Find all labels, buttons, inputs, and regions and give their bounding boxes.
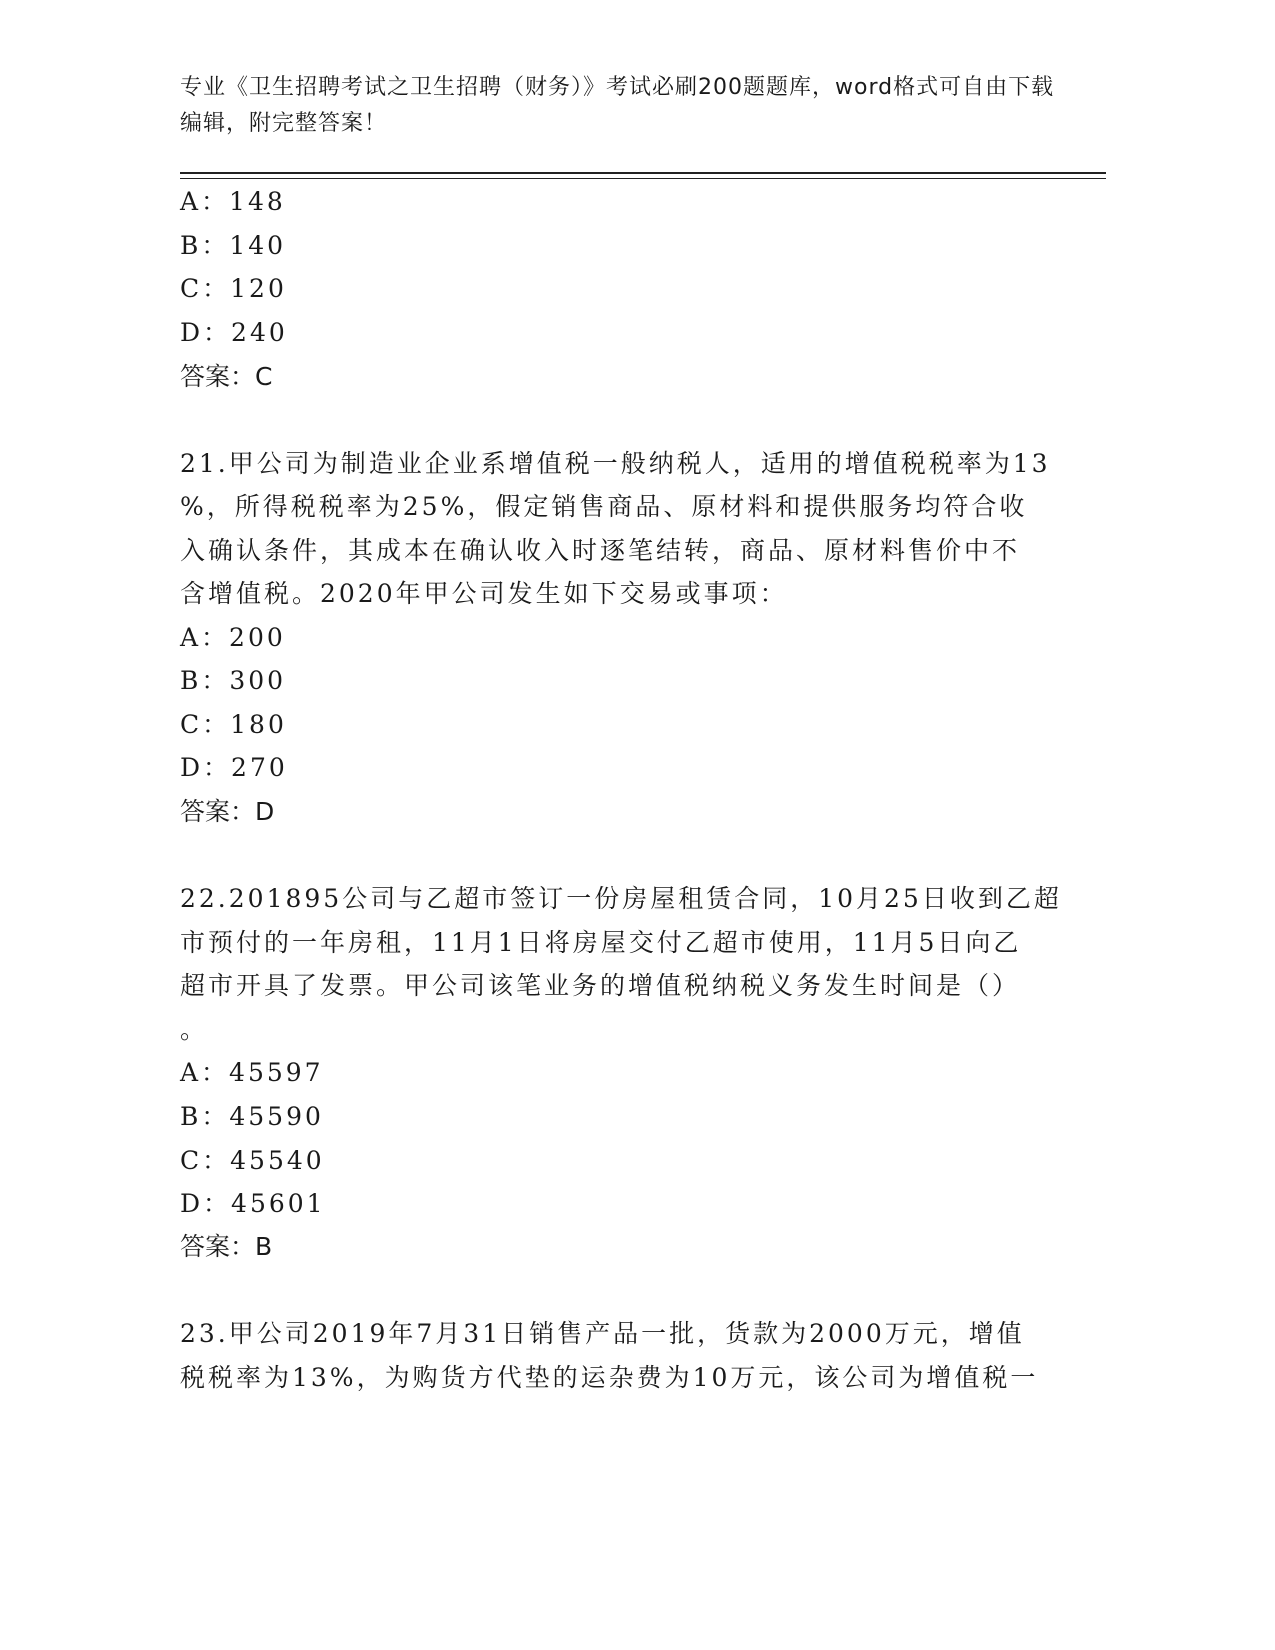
q21-text-line-4: 含增值税。2020年甲公司发生如下交易或事项： xyxy=(180,579,788,608)
q22-answer: 答案：B xyxy=(180,1232,273,1261)
q20-option-c: C：120 xyxy=(180,274,287,303)
q22-option-a: A：45597 xyxy=(180,1058,324,1087)
q21-answer: 答案：D xyxy=(180,797,275,826)
q21-text-line-1: 21.甲公司为制造业企业系增值税一般纳税人，适用的增值税税率为13 xyxy=(180,449,1051,478)
q20-option-a: A：148 xyxy=(180,187,286,216)
q22-text-line-3: 超市开具了发票。甲公司该笔业务的增值税纳税义务发生时间是（） xyxy=(180,971,1021,1000)
q21-option-a: A：200 xyxy=(180,623,286,652)
q22-text-line-4: 。 xyxy=(180,1015,209,1044)
q23-text-line-2: 税税率为13%，为购货方代垫的运杂费为10万元，该公司为增值税一 xyxy=(180,1363,1039,1392)
q21-option-d: D：270 xyxy=(180,753,288,782)
q20-option-d: D：240 xyxy=(180,318,288,347)
q20-option-b: B：140 xyxy=(180,231,287,260)
q22-text-line-2: 市预付的一年房租，11月1日将房屋交付乙超市使用，11月5日向乙 xyxy=(180,928,1022,957)
header-rule-thick xyxy=(180,172,1106,174)
q23-text-line-1: 23.甲公司2019年7月31日销售产品一批，货款为2000万元，增值 xyxy=(180,1319,1025,1348)
q22-option-b: B：45590 xyxy=(180,1102,324,1131)
header-rule-thin xyxy=(180,178,1106,179)
q21-option-b: B：300 xyxy=(180,666,287,695)
q21-text-line-3: 入确认条件，其成本在确认收入时逐笔结转，商品、原材料售价中不 xyxy=(180,536,1021,565)
q21-option-c: C：180 xyxy=(180,710,287,739)
document-header: 专业《卫生招聘考试之卫生招聘（财务）》考试必刷200题题库，word格式可自由下载编辑，附完整答案！ xyxy=(180,75,1055,136)
q20-answer: 答案：C xyxy=(180,362,273,391)
q22-option-c: C：45540 xyxy=(180,1146,325,1175)
q22-option-d: D：45601 xyxy=(180,1189,326,1218)
q21-text-line-2: %，所得税税率为25%，假定销售商品、原材料和提供服务均符合收 xyxy=(180,492,1028,521)
q22-text-line-1: 22.201895公司与乙超市签订一份房屋租赁合同，10月25日收到乙超 xyxy=(180,884,1062,913)
